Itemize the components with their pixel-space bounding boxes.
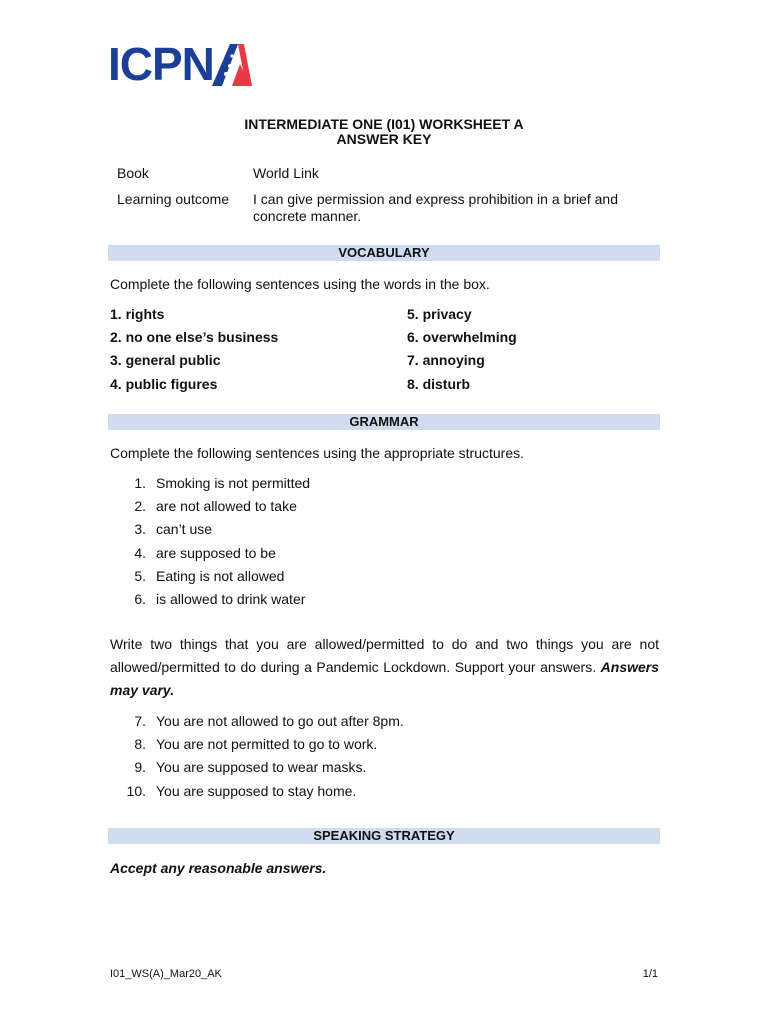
item-number: 2. [134, 498, 146, 514]
vocabulary-heading: VOCABULARY [108, 245, 660, 261]
icpna-logo [108, 38, 252, 90]
learning-outcome-value: I can give permission and express prohibition in a brief and concrete manner. [253, 191, 618, 224]
item-number: 4. [134, 545, 146, 561]
vocab-answer: 5. privacy [407, 306, 472, 322]
item-text: can’t use [156, 521, 213, 537]
vocab-answer: 7. annoying [407, 352, 485, 368]
vocab-answer: 3. general public [110, 352, 221, 368]
document-code: I01_WS(A)_Mar20_AK [110, 968, 222, 980]
item-number: 6. [134, 591, 146, 607]
prompt-text: Write two things that you are allowed/permitted to do and two things you are not allowed/permitted to do during a Pandemic Lockdown. Support your answers. [110, 636, 659, 675]
item-text: You are not permitted to go to work. [156, 736, 378, 752]
item-text: You are supposed to stay home. [156, 783, 357, 799]
item-number: 8. [134, 736, 146, 752]
item-number: 1. [134, 475, 146, 491]
lockdown-prompt [110, 633, 659, 702]
item-text: are supposed to be [156, 545, 276, 561]
vocab-answer: 2. no one else’s business [110, 329, 279, 345]
prompt-emphasis: Answers may vary. [110, 659, 660, 698]
item-number: 7. [134, 713, 146, 729]
logo-flag-a-icon [210, 42, 252, 86]
worksheet-subtitle: ANSWER KEY [336, 131, 432, 147]
grammar-heading: GRAMMAR [108, 414, 660, 430]
item-number: 3. [134, 521, 146, 537]
book-value: World Link [253, 165, 319, 181]
vocab-answer: 6. overwhelming [407, 329, 517, 345]
logo-text: ICPN [108, 38, 214, 90]
item-text: Eating is not allowed [156, 568, 285, 584]
item-text: are not allowed to take [156, 498, 297, 514]
item-number: 9. [134, 759, 146, 775]
page-number: 1/1 [642, 968, 658, 980]
vocab-answer: 8. disturb [407, 376, 471, 392]
item-text: Smoking is not permitted [156, 475, 311, 491]
item-text: is allowed to drink water [156, 591, 306, 607]
speaking-strategy-note: Accept any reasonable answers. [110, 860, 327, 876]
item-number: 10. [126, 783, 146, 799]
vocabulary-instruction: Complete the following sentences using the words in the box. [110, 276, 490, 292]
worksheet-title: INTERMEDIATE ONE (I01) WORKSHEET A [244, 116, 524, 132]
vocab-answer: 1. rights [110, 306, 165, 322]
item-text: You are supposed to wear masks. [156, 759, 367, 775]
item-text: You are not allowed to go out after 8pm. [156, 713, 404, 729]
grammar-instruction: Complete the following sentences using the appropriate structures. [110, 445, 525, 461]
speaking-strategy-heading: SPEAKING STRATEGY [108, 828, 660, 844]
book-label: Book [117, 165, 149, 181]
learning-outcome-label: Learning outcome [117, 191, 230, 207]
vocab-answer: 4. public figures [110, 376, 218, 392]
item-number: 5. [134, 568, 146, 584]
